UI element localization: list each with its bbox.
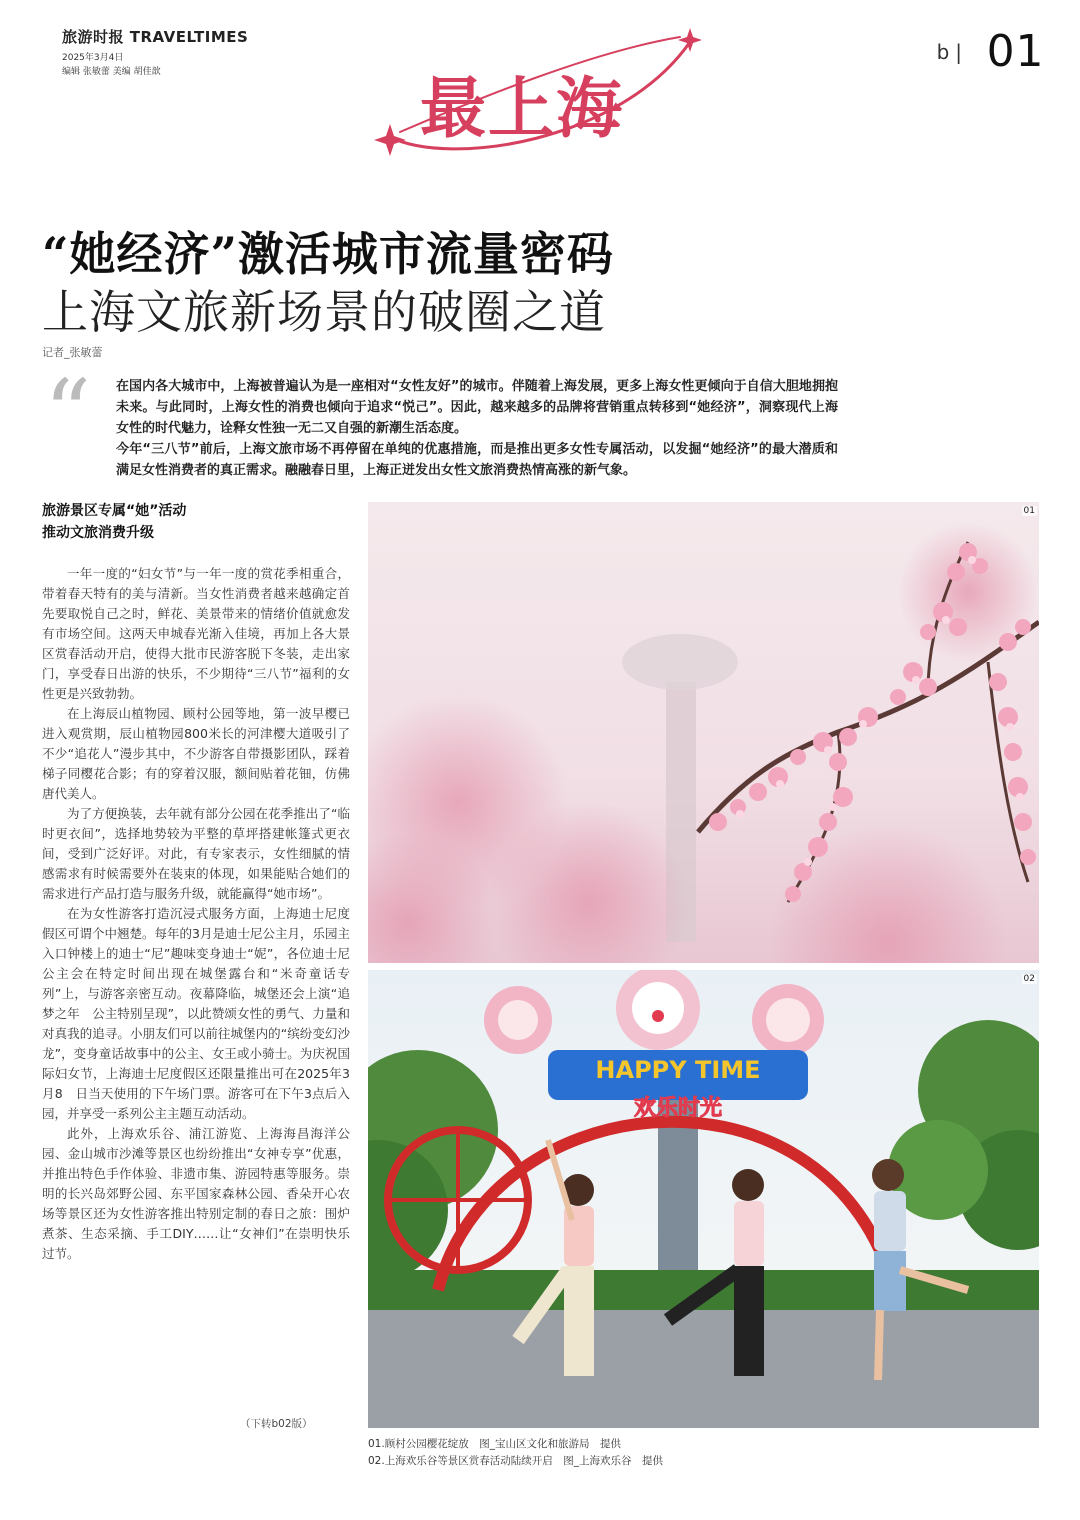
- photo-caption: 02.上海欢乐谷等景区赏春活动陆续开启 图_上海欢乐谷 提供: [368, 1455, 663, 1467]
- lead-paragraph: 在国内各大城市中，上海被普遍认为是一座相对“女性友好”的城市。伴随着上海发展，更多上海女性更倾向于自信大胆地拥抱未来。与此同时，上海女性的消费也倾向于追求“悦己”。因此，越来越多的品牌将营销重点转移到“她经济”，洞察现代上海女性的时代魅力，诠释女性独一无二又自强的新潮生活态度。: [116, 379, 838, 436]
- article-heading-line: 旅游景区专属“她”活动: [42, 503, 187, 519]
- photo-captions: [368, 1436, 663, 1470]
- article-paragraph: 为了方便换装，去年就有部分公园在花季推出了“临时更衣间”，选择地势较为平整的草坪搭建帐篷式更衣间，受到广泛好评。对此，有专家表示，女性细腻的情感需求有时候需要外在装束的体现，如果能贴合她们的需求进行产品打造与服务升级，就能赢得“她市场”。: [42, 806, 350, 901]
- amusement-park-photo: [368, 970, 1039, 1428]
- cherry-blossom-illustration: [368, 502, 1039, 963]
- article-paragraph: 一年一度的“妇女节”与一年一度的赏花季相重合，带着春天特有的美与清新。当女性消费者越来越确定首先要取悦自己之时，鲜花、美景带来的情绪价值就愈发有市场空间。这两天申城春光渐入佳境，再加上各大景区赏春活动开启，使得大批市民游客脱下冬装，走出家门，享受春日出游的快乐，不少期待“三八节”福利的女性更是兴致勃勃。: [42, 566, 350, 701]
- sparkle-icon: [678, 28, 702, 52]
- continued-note: （下转b02版）: [240, 1418, 313, 1430]
- park-sign-english: HAPPY TIME: [595, 1056, 761, 1084]
- page-number: [936, 26, 1045, 77]
- masthead-brand: 旅游时报 TRAVELTIMES: [62, 28, 249, 46]
- lead-paragraph: 今年“三八节”前后，上海文旅市场不再停留在单纯的优惠措施，而是推出更多女性专属活动，以发掘“她经济”的最大潜质和满足女性消费者的真正需求。融融春日里，上海正迸发出女性文旅消费热情高涨的新气象。: [116, 442, 838, 478]
- quote-mark-icon: “: [44, 360, 92, 467]
- cherry-blossom-photo: [368, 502, 1039, 963]
- lead-paragraphs: [116, 376, 838, 481]
- subheadline: 上海文旅新场景的破圈之道: [42, 285, 606, 339]
- photo-number: 02: [1023, 974, 1035, 984]
- park-sign-chinese: 欢乐时光: [633, 1096, 723, 1121]
- editors-line: 编辑 张敏蕾 美编 胡佳歆: [62, 67, 161, 77]
- article-body: [42, 564, 350, 1264]
- article-heading: [42, 500, 186, 544]
- article-paragraph: 在上海辰山植物园、顾村公园等地，第一波早樱已进入观赏期，辰山植物园800米长的河津樱大道吸引了不少“追花人”漫步其中，不少游客自带摄影团队，踩着梯子同樱花合影；有的穿着汉服，额间贴着花钿，仿佛唐代美人。: [42, 706, 350, 801]
- photo-number: 01: [1023, 506, 1035, 516]
- article-heading-line: 推动文旅消费升级: [42, 525, 154, 541]
- headline: “她经济”激活城市流量密码: [42, 227, 614, 281]
- article-paragraph: 此外，上海欢乐谷、浦江游览、上海海昌海洋公园、金山城市沙滩等景区也纷纷推出“女神专享”优惠，并推出特色手作体验、非遗市集、游园特惠等服务。崇明的长兴岛郊野公园、东平国家森林公园、香朵开心农场等景区还为女性游客推出特别定制的春日之旅：围炉煮茶、生态采摘、手工DIY……让“女神们”在崇明快乐过节。: [42, 1126, 350, 1261]
- article-paragraph: 在为女性游客打造沉浸式服务方面，上海迪士尼度假区可谓个中翘楚。每年的3月是迪士尼公主月，乐园主入口钟楼上的迪士“尼”趣味变身迪士“妮”，各位迪士尼公主会在特定时间出现在城堡露台和“米奇童话专列”上，与游客亲密互动。夜幕降临，城堡还会上演“追梦之年 公主特别呈现”，以此赞颂女性的勇气、力量和对真我的追寻。小朋友们可以前往城堡内的“缤纷变幻沙龙”，变身童话故事中的公主、女王或小骑士。为庆祝国际妇女节，上海迪士尼度假区还限量推出可在2025年3月8 日当天使用的下午场门票。游客可在下午3点后入园，并享受一系列公主主题互动活动。: [42, 906, 350, 1121]
- issue-date: 2025年3月4日: [62, 53, 124, 63]
- page-number-digits: 01: [986, 26, 1045, 77]
- photo-caption: 01.顾村公园樱花绽放 图_宝山区文化和旅游局 提供: [368, 1438, 621, 1450]
- byline: 记者_张敏蕾: [42, 346, 103, 359]
- page-section: b|: [936, 40, 968, 64]
- sparkle-icon: [374, 124, 406, 156]
- section-title: 最上海: [420, 70, 624, 147]
- amusement-park-illustration: [368, 970, 1039, 1428]
